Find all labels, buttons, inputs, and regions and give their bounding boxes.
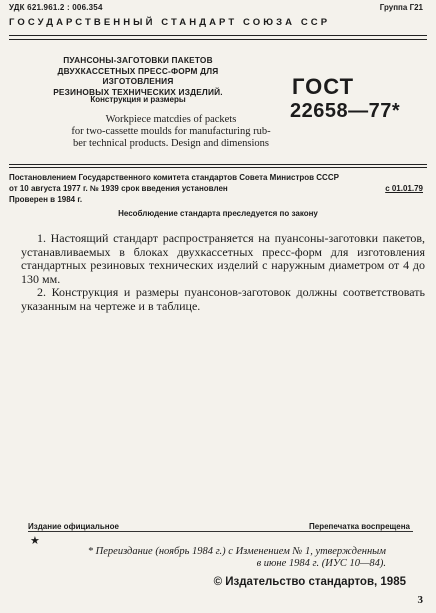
decree-line-2: [9, 183, 423, 194]
title-ru-line-3: РЕЗИНОВЫХ ТЕХНИЧЕСКИХ ИЗДЕЛИЙ.: [53, 86, 223, 97]
body-text: [21, 232, 425, 314]
official-edition-label: Издание официальное: [28, 522, 119, 531]
legal-warning: Несоблюдение стандарта преследуется по закону: [118, 209, 318, 218]
header-rule-top: [9, 35, 427, 36]
star-icon: ★: [30, 535, 40, 547]
checked-year: Проверен в 1984 г.: [9, 195, 83, 204]
title-ru-line-1: ПУАНСОНЫ-ЗАГОТОВКИ ПАКЕТОВ: [63, 55, 213, 65]
header-rule-bottom: [9, 39, 427, 40]
paragraph-1: 1. Настоящий стандарт распространяется на пуансоны-заготовки пакетов, устанавливаемых в блоках двухкассетных пресс-форм для изготовления стандартных резиновых технических изделий с наружным диаметром от 4 до 130 мм.: [21, 231, 425, 286]
gost-label: ГОСТ: [292, 74, 355, 99]
title-english: [58, 114, 284, 150]
reissue-footnote: [48, 546, 386, 570]
publisher-copyright: © Издательство стандартов, 1985: [213, 576, 406, 588]
title-ru-line-2: ДВУХКАССЕТНЫХ ПРЕСС-ФОРМ ДЛЯ ИЗГОТОВЛЕНИЯ: [57, 65, 219, 86]
title-en-line-1: Workpiece matcdies of packets: [105, 114, 237, 125]
title-russian: [22, 55, 254, 97]
section-rule-bottom: [9, 167, 427, 168]
page-number: 3: [417, 594, 423, 606]
paragraph-2: 2. Конструкция и размеры пуансонов-заготовок должны соответствовать указанным на чертеже и в таблице.: [21, 285, 425, 313]
udk-code: УДК 621.961.2 : 006.354: [9, 3, 103, 12]
effective-date: с 01.01.79: [385, 184, 423, 193]
title-en-line-2: for two-cassette moulds for manufacturing rub-: [71, 126, 271, 137]
gost-number: 22658—77*: [290, 100, 401, 122]
subtitle-russian: Конструкция и размеры: [90, 95, 186, 104]
footnote-line-1: * Переиздание (ноябрь 1984 г.) с Изменением № 1, утвержденным: [87, 546, 386, 557]
section-rule-top: [9, 164, 427, 165]
standard-header: ГОСУДАРСТВЕННЫЙ СТАНДАРТ СОЮЗА ССР: [9, 17, 331, 28]
footnote-line-2: в июне 1984 г. (ИУС 10—84).: [256, 558, 386, 569]
decree-line-2-text: от 10 августа 1977 г. № 1939 срок введения установлен: [9, 184, 228, 193]
title-en-line-3: ber technical products. Design and dimensions: [73, 138, 269, 149]
decree-block: [9, 172, 423, 194]
reprint-prohibited-label: Перепечатка воспрещена: [309, 522, 410, 531]
decree-line-1: Постановлением Государственного комитета стандартов Совета Министров СССР: [9, 173, 339, 182]
group-code: Группа Г21: [379, 3, 423, 12]
footer-rule: [28, 531, 413, 532]
